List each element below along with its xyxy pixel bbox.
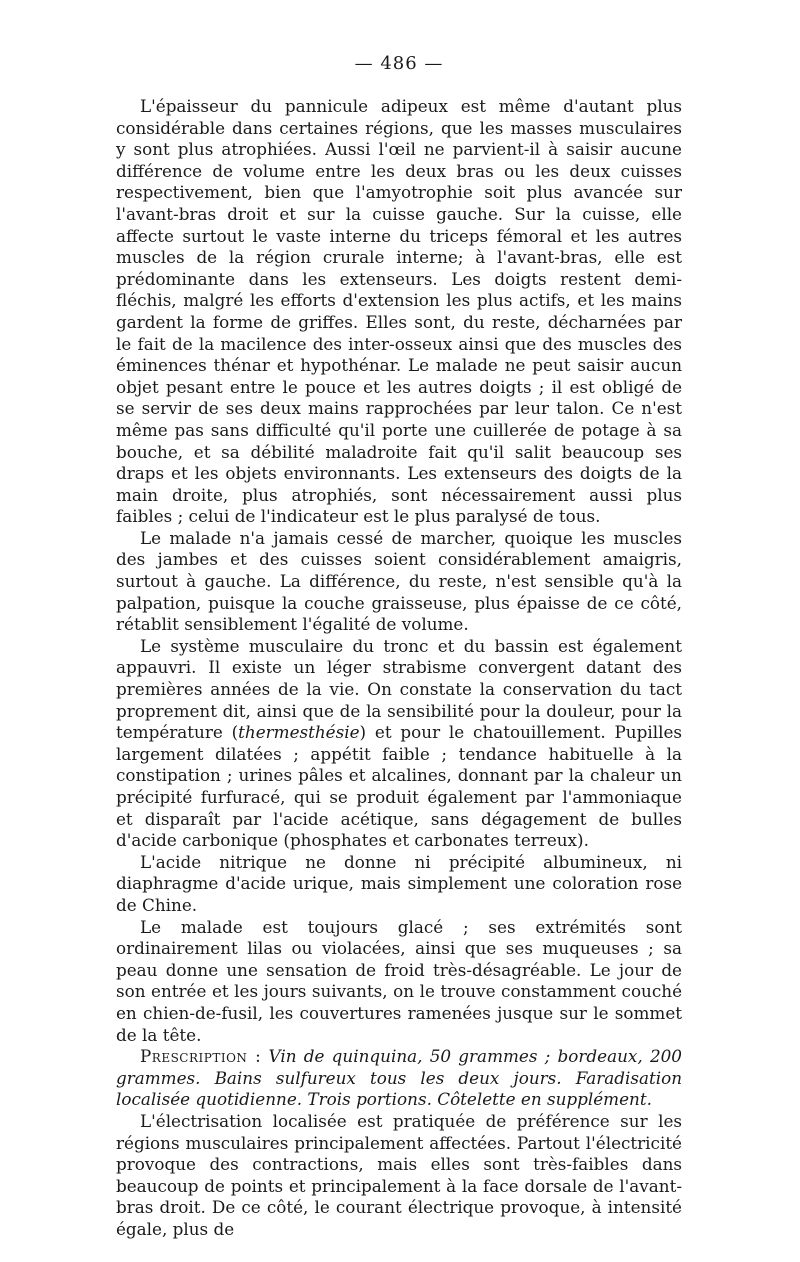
paragraph-3-text-before: Le système musculaire du tronc et du bassin est également appauvri. Il existe un léger strabisme convergent datant des premières années de la vie. On constate la conservation du tact proprement dit, ainsi que de la sensibilité pour la douleur, pour la température ( <box>116 635 682 743</box>
paragraph-3 <box>116 636 682 852</box>
document-page <box>116 52 682 1240</box>
page-number: — 486 — <box>354 53 444 74</box>
prescription-text: Vin de quinquina, 50 grammes ; bordeaux, 200 grammes. Bains sulfureux tous les deux jours. Faradisation localisée quotidienne. Trois portions. Côtelette en supplément. <box>116 1046 682 1110</box>
paragraph-3-italic-term: thermesthésie <box>238 722 360 743</box>
paragraph-4: L'acide nitrique ne donne ni précipité albumineux, ni diaphragme d'acide urique, mais simplement une coloration rose de Chine. <box>116 851 682 915</box>
paragraph-1: L'épaisseur du pannicule adipeux est même d'autant plus considérable dans certaines régions, que les masses musculaires y sont plus atrophiées. Aussi l'œil ne parvient-il à saisir aucune différence de volume entre les deux bras ou les deux cuisses respectivement, bien que l'amyotrophie soit plus avancée sur l'avant-bras droit et sur la cuisse gauche. Sur la cuisse, elle affecte surtout le vaste interne du triceps fémoral et les autres muscles de la région crurale interne; à l'avant-bras, elle est prédominante dans les extenseurs. Les doigts restent demi-fléchis, malgré les efforts d'extension les plus actifs, et les mains gardent la forme de griffes. Elles sont, du reste, décharnées par le fait de la macilence des inter-osseux ainsi que des muscles des éminences thénar et hypothénar. Le malade ne peut saisir aucun objet pesant entre le pouce et les autres doigts ; il est obligé de se servir de ses deux mains rapprochées par leur talon. Ce n'est même pas sans difficulté qu'il porte une cuillerée de potage à sa bouche, et sa débilité maladroite fait qu'il salit beaucoup ses draps et les objets environnants. Les extenseurs des doigts de la main droite, plus atrophiés, sont nécessairement aussi plus faibles ; celui de l'indicateur est le plus paralysé de tous. <box>116 96 682 527</box>
prescription-label: Prescription : <box>140 1046 262 1067</box>
paragraph-5: Le malade est toujours glacé ; ses extrémités sont ordinairement lilas ou violacées, ainsi que ses muqueuses ; sa peau donne une sensation de froid très-désagréable. Le jour de son entrée et les jours suivants, on le trouve constamment couché en chien-de-fusil, les couvertures ramenées jusque sur le sommet de la tête. <box>116 916 682 1045</box>
paragraph-3-text-after: ) et pour le chatouillement. Pupilles largement dilatées ; appétit faible ; tendance habituelle à la constipation ; urines pâles et alcalines, donnant par la chaleur un précipité furfuracé, qui se produit également par l'ammoniaque et disparaît par l'acide acétique, sans dégagement de bulles d'acide carbonique (phosphates et carbonates terreux). <box>116 722 682 851</box>
body-text <box>116 96 682 1240</box>
paragraph-7: L'électrisation localisée est pratiquée de préférence sur les régions musculaires principalement affectées. Partout l'électricité provoque des contractions, mais elles sont très-faibles dans beaucoup de points et principalement à la face dorsale de l'avant-bras droit. De ce côté, le courant électrique provoque, à intensité égale, plus de <box>116 1110 682 1239</box>
prescription-paragraph <box>116 1046 682 1111</box>
paragraph-2: Le malade n'a jamais cessé de marcher, quoique les muscles des jambes et des cuisses soient considérablement amaigris, surtout à gauche. La différence, du reste, n'est sensible qu'à la palpation, puisque la couche graisseuse, plus épaisse de ce côté, rétablit sensiblement l'égalité de volume. <box>116 527 682 635</box>
